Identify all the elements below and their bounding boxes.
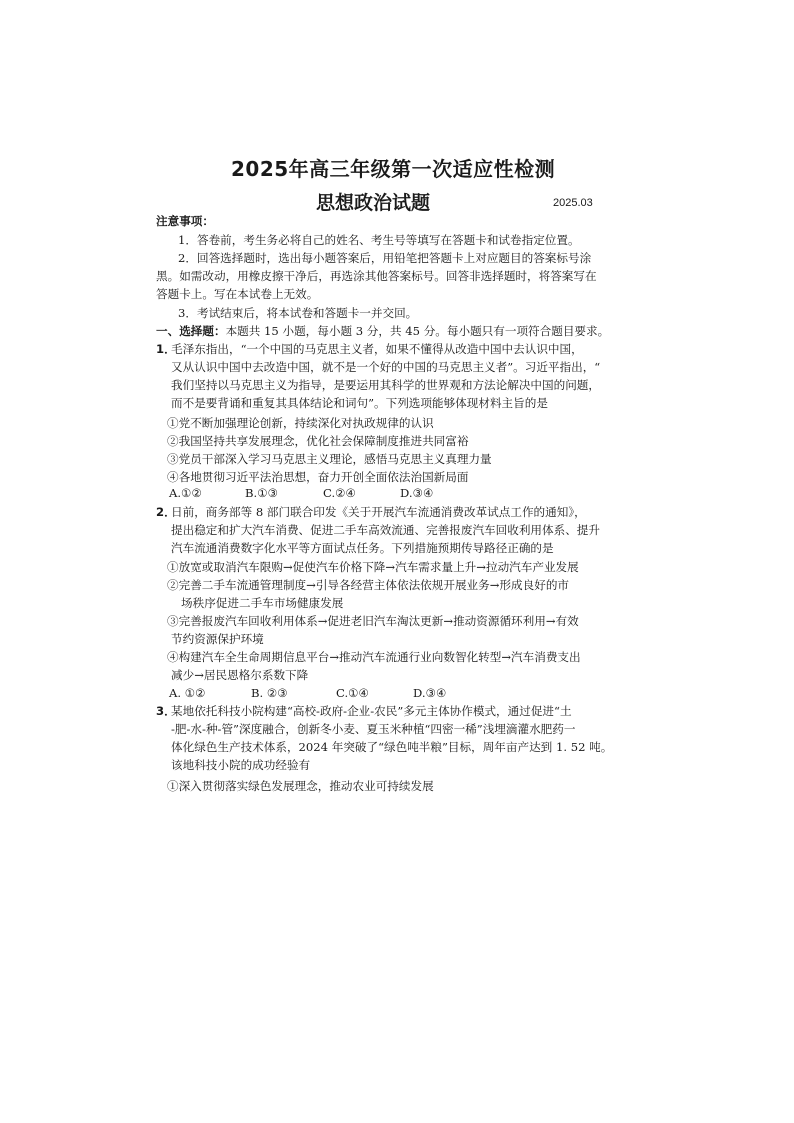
option-item: ③党员干部深入学习马克思主义理论，感悟马克思主义真理力量 — [167, 452, 492, 466]
notice-line: 1．答卷前，考生务必将自己的姓名、考生号等填写在答题卡和试卷指定位置。 — [178, 233, 580, 247]
exam-date: 2025.03 — [553, 197, 593, 209]
notice-heading: 注意事项： — [156, 214, 214, 228]
section-label: 一、选择题： — [156, 324, 226, 338]
question-number: 3． — [156, 704, 176, 718]
notice-line: 3．考试结束后，将本试卷和答题卡一并交回。 — [178, 306, 418, 320]
question-text: 汽车流通消费数字化水平等方面试点任务。下列措施预期传导路径正确的是 — [171, 541, 554, 555]
option-item: ②我国坚持共享发展理念，优化社会保障制度推进共同富裕 — [167, 434, 469, 448]
option-item: ④各地贯彻习近平法治思想，奋力开创全面依法治国新局面 — [167, 470, 469, 484]
option-item: ①党不断加强理论创新，持续深化对执政规律的认识 — [167, 416, 434, 430]
question-text: 我们坚持以马克思主义为指导，是要运用其科学的世界观和方法论解决中国的问题， — [171, 378, 600, 392]
question-text: 又从认识中国中去改造中国，就不是一个好的中国的马克思主义者”。习近平指出，“ — [171, 360, 601, 374]
choice-a: A.①② — [169, 486, 202, 500]
question-text: 毛泽东指出，“一个中国的马克思主义者，如果不懂得从改造中国中去认识中国， — [171, 342, 583, 356]
section-text: 本题共 15 小题，每小题 3 分，共 45 分。每小题只有一项符合题目要求。 — [225, 324, 610, 338]
exam-subject: 思想政治试题 — [316, 192, 431, 214]
choice-b: B. ②③ — [251, 686, 288, 700]
question-text: 该地科技小院的成功经验有 — [171, 758, 311, 772]
notice-line: 答题卡上。写在本试卷上无效。 — [156, 287, 319, 301]
option-item-cont: 场秩序促进二手车市场健康发展 — [181, 596, 344, 610]
option-item-cont: 减少→居民恩格尔系数下降 — [171, 668, 309, 682]
choice-c: C.①④ — [336, 686, 369, 700]
option-item: ②完善二手车流通管理制度→引导各经营主体依法依规开展业务→形成良好的市 — [167, 578, 570, 592]
question-text: -肥-水-种-管”深度融合，创新冬小麦、夏玉米种植“四密一稀”浅埋滴灌水肥药一 — [171, 722, 576, 736]
question-text: 日前，商务部等 8 部门联合印发《关于开展汽车流通消费改革试点工作的通知》， — [171, 505, 586, 519]
choice-c: C.②④ — [323, 486, 356, 500]
notice-line: 黑。如需改动，用橡皮擦干净后，再选涂其他答案标号。回答非选择题时，将答案写在 — [156, 269, 597, 283]
choice-b: B.①③ — [245, 486, 278, 500]
section-heading — [156, 323, 609, 339]
question-text: 而不是要背诵和重复其具体结论和词句”。下列选项能够体现材料主旨的是 — [171, 396, 548, 410]
choice-a: A. ①② — [169, 686, 206, 700]
option-item-cont: 节约资源保护环境 — [171, 632, 264, 646]
question-text: 体化绿色生产技术体系，2024 年突破了“绿色吨半粮”目标，周年亩产达到 1. 52 吨。 — [171, 740, 613, 754]
option-item: ①放宽或取消汽车限购→促使汽车价格下降→汽车需求量上升→拉动汽车产业发展 — [167, 560, 579, 574]
option-item: ③完善报废汽车回收利用体系→促进老旧汽车淘汰更新→推动资源循环利用→有效 — [167, 614, 579, 628]
question-number: 2． — [156, 505, 176, 519]
choice-d: D.③④ — [400, 486, 434, 500]
option-item: ④构建汽车全生命周期信息平台→推动汽车流通行业向数智化转型→汽车消费支出 — [167, 650, 581, 664]
choice-d: D.③④ — [413, 686, 447, 700]
question-text: 提出稳定和扩大汽车消费、促进二手车高效流通、完善报废汽车回收利用体系、提升 — [171, 523, 600, 537]
question-text: 某地依托科技小院构建“高校-政府-企业-农民”多元主体协作模式，通过促进“土 — [171, 704, 572, 718]
option-item: ①深入贯彻落实绿色发展理念，推动农业可持续发展 — [167, 779, 434, 793]
question-number: 1． — [156, 342, 176, 356]
notice-line: 2．回答选择题时，选出每小题答案后，用铅笔把答题卡上对应题目的答案标号涂 — [178, 251, 592, 265]
exam-title: 2025年高三年级第一次适应性检测 — [231, 157, 556, 181]
